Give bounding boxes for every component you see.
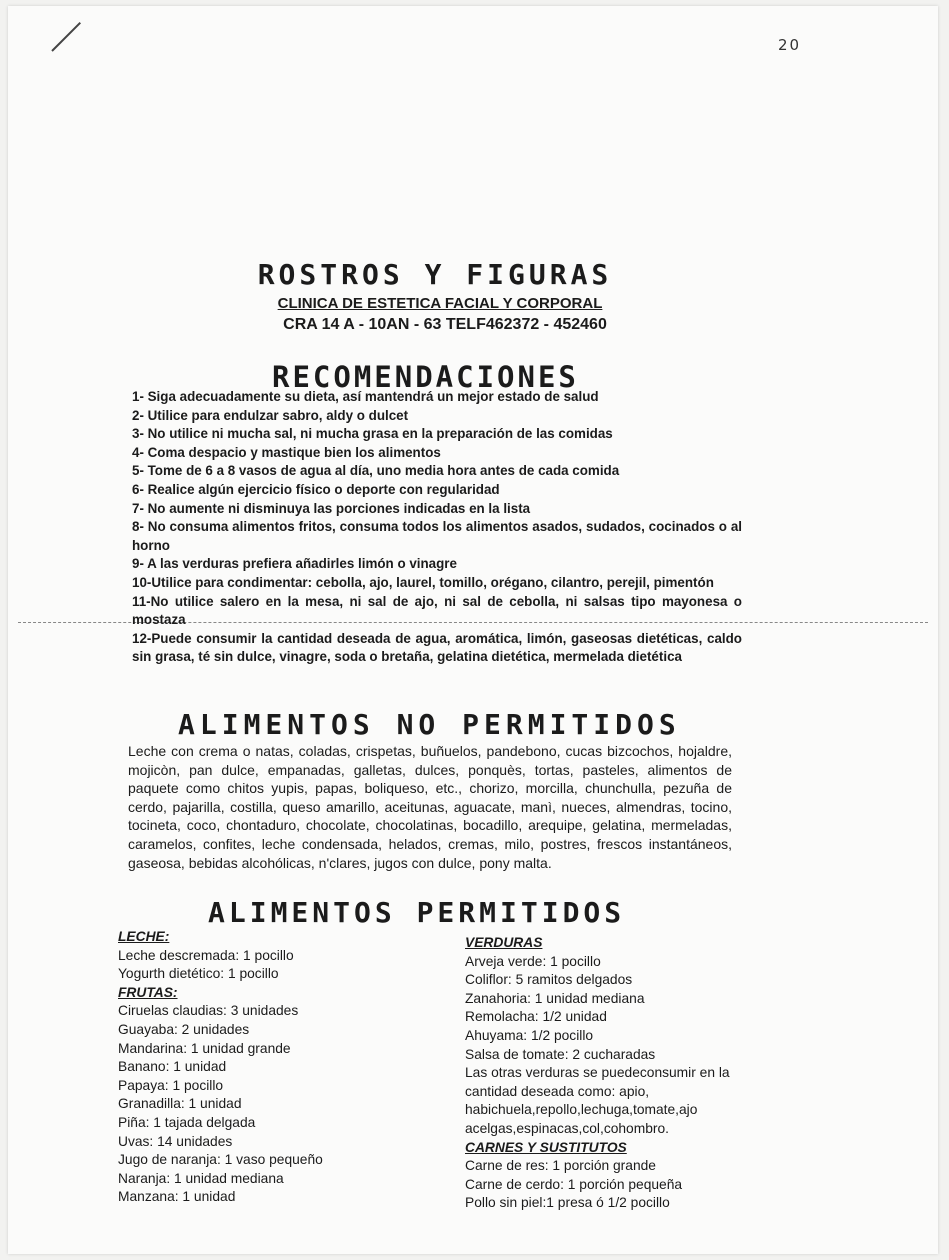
recommendation-item: 10-Utilice para condimentar: cebolla, ajo, laurel, tomillo, orégano, cilantro, perejil, pimentón: [132, 574, 714, 590]
list-item: Carne de res: 1 porción grande: [465, 1158, 656, 1174]
list-item: Manzana: 1 unidad: [118, 1189, 236, 1205]
list-item: Carne de cerdo: 1 porción pequeña: [465, 1176, 683, 1192]
brand-name: ROSTROS Y FIGURAS: [257, 258, 613, 291]
list-item: Las otras verduras se puedeconsumir en la cantidad deseada como: apio, habichuela,repollo,lechuga,tomate,ajo acelgas,espinacas,col,cohombro.: [465, 1065, 730, 1136]
letterhead: [245, 258, 645, 334]
clinic-address: CRA 14 A - 10AN - 63 TELF462372 - 452460: [283, 316, 607, 333]
list-item: Papaya: 1 pocillo: [118, 1077, 224, 1093]
list-item: Granadilla: 1 unidad: [118, 1096, 242, 1112]
recommendation-item: 9- A las verduras prefiera añadirles limón o vinagre: [132, 556, 457, 572]
recommendation-item: 7- No aumente ni disminuya las porciones indicadas en la lista: [132, 500, 531, 516]
recommendation-item: 5- Tome de 6 a 8 vasos de agua al día, uno media hora antes de cada comida: [132, 463, 620, 479]
list-item: Mandarina: 1 unidad grande: [118, 1040, 291, 1056]
list-item: Piña: 1 tajada delgada: [118, 1114, 256, 1130]
list-item: Remolacha: 1/2 unidad: [465, 1009, 607, 1025]
not-allowed-text: Leche con crema o natas, coladas, crispetas, buñuelos, pandebono, cucas bizcochos, hojaldre, mojicòn, pan dulce, empanadas, galletas, dulces, ponquès, tortas, pasteles, alimentos de paquete como chitos yupis, papas, boliqueso, etc., chorizo, morcilla, chunchulla, pezuña de cerdo, pajarilla, costilla, queso amarillo, aceitunas, aguacate, manì, nueces, almendras, tocino, tocineta, coco, chontaduro, chocolate, chocolatinas, bocadillo, arequipe, gelatina, mermeladas, caramelos, confites, leche condensada, helados, cremas, milo, postres, frescos instantáneos, gaseosa, bebidas alcohólicas, n'clares, jugos con dulce, pony malta.: [128, 743, 732, 871]
list-item: Jugo de naranja: 1 vaso pequeño: [118, 1152, 323, 1168]
recommendation-item: 12-Puede consumir la cantidad deseada de agua, aromática, limón, gaseosas dietéticas, caldo sin grasa, té sin dulce, vinagre, soda o bretaña, gelatina dietética, mermelada dietética: [132, 630, 742, 665]
list-item: Ciruelas claudias: 3 unidades: [118, 1003, 299, 1019]
list-item: Leche descremada: 1 pocillo: [118, 947, 294, 963]
recommendation-item: 8- No consuma alimentos fritos, consuma todos los alimentos asados, sudados, cocinados o al horno: [132, 519, 742, 553]
recommendation-item: 11-No utilice salero en la mesa, ni sal de ajo, ni sal de cebolla, ni salsas tipo mayonesa o mostaza: [132, 593, 742, 628]
allowed-title: ALIMENTOS PERMITIDOS: [208, 896, 626, 929]
list-item: Ahuyama: 1/2 pocillo: [465, 1027, 594, 1043]
allowed-right-column: [465, 934, 755, 1213]
recommendations-title: RECOMENDACIONES: [272, 360, 579, 394]
list-item: Pollo sin piel:1 presa ó 1/2 pocillo: [465, 1195, 670, 1211]
recommendations-list: [132, 388, 742, 667]
list-item: Guayaba: 2 unidades: [118, 1021, 250, 1037]
list-item: Zanahoria: 1 unidad mediana: [465, 990, 645, 1006]
list-item: Banano: 1 unidad: [118, 1059, 227, 1075]
list-item: Yogurth dietético: 1 pocillo: [118, 966, 279, 982]
recommendation-item: 3- No utilice ni mucha sal, ni mucha grasa en la preparación de las comidas: [132, 426, 613, 442]
recommendation-item: 6- Realice algún ejercicio físico o deporte con regularidad: [132, 481, 500, 497]
recommendation-item: 1- Siga adecuadamente su dieta, así mantendrá un mejor estado de salud: [132, 389, 599, 404]
clinic-name: CLINICA DE ESTETICA FACIAL Y CORPORAL: [277, 295, 603, 312]
list-item: Naranja: 1 unidad mediana: [118, 1170, 284, 1186]
recommendation-item: 4- Coma despacio y mastique bien los alimentos: [132, 444, 441, 460]
meats-heading: CARNES Y SUSTITUTOS: [465, 1139, 627, 1155]
page-number: 20: [778, 36, 802, 54]
fruits-heading: FRUTAS:: [118, 984, 178, 1000]
not-allowed-title: ALIMENTOS NO PERMITIDOS: [178, 708, 681, 741]
recommendation-item: 2- Utilice para endulzar sabro, aldy o dulcet: [132, 407, 409, 423]
pen-mark: [51, 22, 81, 52]
list-item: Arveja verde: 1 pocillo: [465, 953, 601, 969]
list-item: Salsa de tomate: 2 cucharadas: [465, 1046, 656, 1062]
allowed-left-column: [118, 928, 438, 1207]
list-item: Coliflor: 5 ramitos delgados: [465, 972, 633, 988]
vegetables-heading: VERDURAS: [465, 935, 543, 950]
list-item: Uvas: 14 unidades: [118, 1133, 233, 1149]
milk-heading: LECHE:: [118, 929, 170, 944]
